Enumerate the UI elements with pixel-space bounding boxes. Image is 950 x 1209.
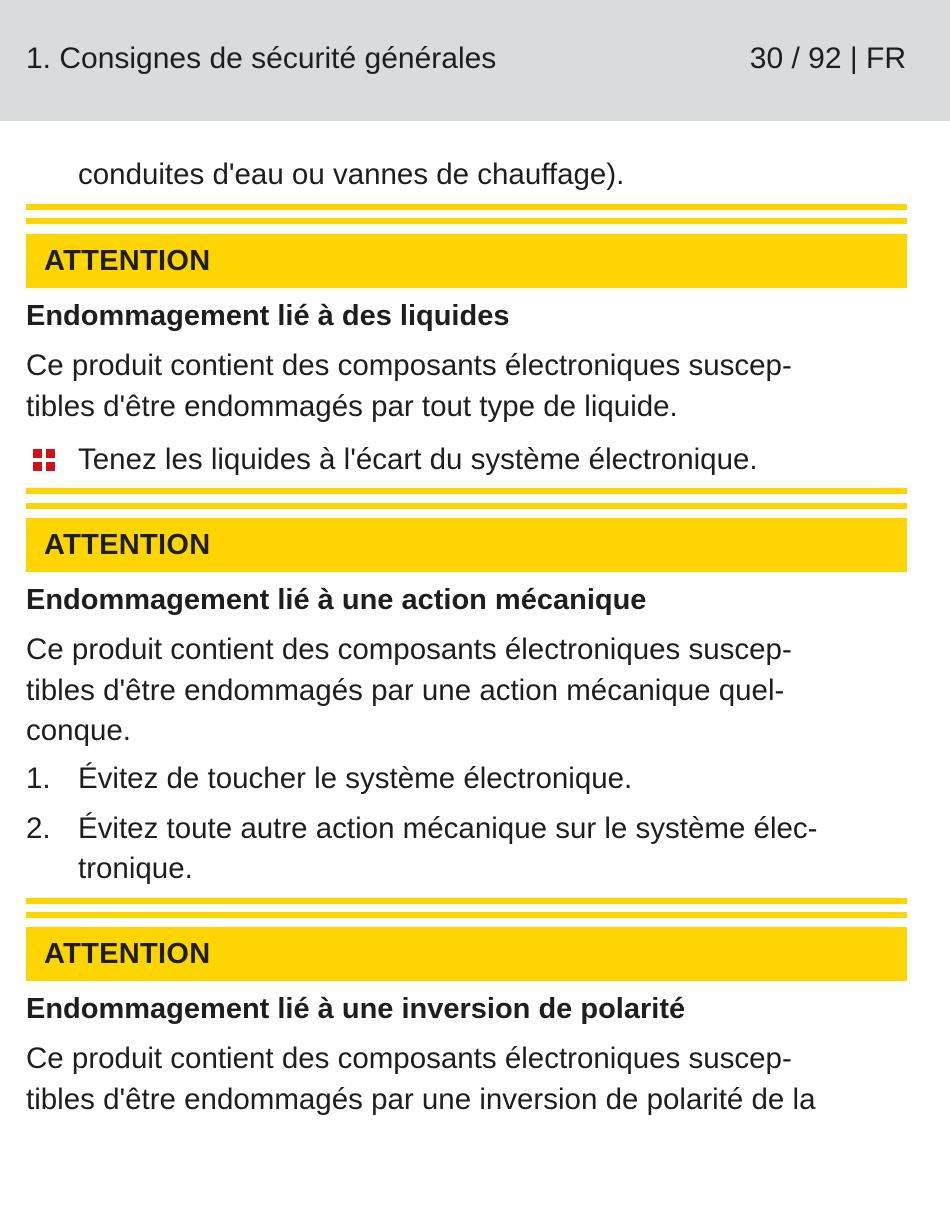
- warning-heading: Endommagement lié à des liquides: [26, 300, 510, 332]
- warning-body-line: Ce produit contient des composants électroniques suscep-: [26, 1042, 792, 1075]
- page-indicator: 30 / 92 | FR: [749, 42, 906, 75]
- warning-body-line: tibles d'être endommagés par tout type de liquide.: [26, 390, 678, 423]
- section-title: 1. Consignes de sécurité générales: [26, 42, 497, 75]
- warning-banner: ATTENTION: [26, 518, 907, 572]
- warning-heading: Endommagement lié à une action mécanique: [26, 584, 647, 616]
- step-number: 1.: [26, 762, 51, 795]
- warning-rule: [26, 488, 907, 494]
- warning-heading: Endommagement lié à une inversion de polarité: [26, 993, 686, 1025]
- step-number: 2.: [26, 812, 51, 845]
- page-header: [0, 0, 950, 121]
- warning-banner: ATTENTION: [26, 927, 907, 981]
- warning-rule: [26, 912, 907, 918]
- warning-body-line: Ce produit contient des composants électroniques suscep-: [26, 349, 792, 382]
- intro-line: conduites d'eau ou vannes de chauffage).: [78, 158, 625, 191]
- warning-body-line: tibles d'être endommagés par une inversion de polarité de la: [26, 1083, 816, 1116]
- step-text: tronique.: [78, 852, 193, 885]
- bullet-item: Tenez les liquides à l'écart du système électronique.: [78, 443, 758, 476]
- warning-rule: [26, 503, 907, 509]
- warning-banner: ATTENTION: [26, 234, 907, 288]
- warning-body-line: Ce produit contient des composants électroniques suscep-: [26, 633, 792, 666]
- warning-rule: [26, 898, 907, 904]
- warning-body-line: conque.: [26, 714, 131, 747]
- warning-rule: [26, 218, 907, 224]
- bullet-squares-icon: [33, 449, 55, 471]
- warning-rule: [26, 204, 907, 210]
- warning-body-line: tibles d'être endommagés par une action mécanique quel-: [26, 674, 785, 707]
- step-text: Évitez de toucher le système électronique.: [78, 762, 633, 795]
- step-text: Évitez toute autre action mécanique sur le système élec-: [78, 812, 818, 845]
